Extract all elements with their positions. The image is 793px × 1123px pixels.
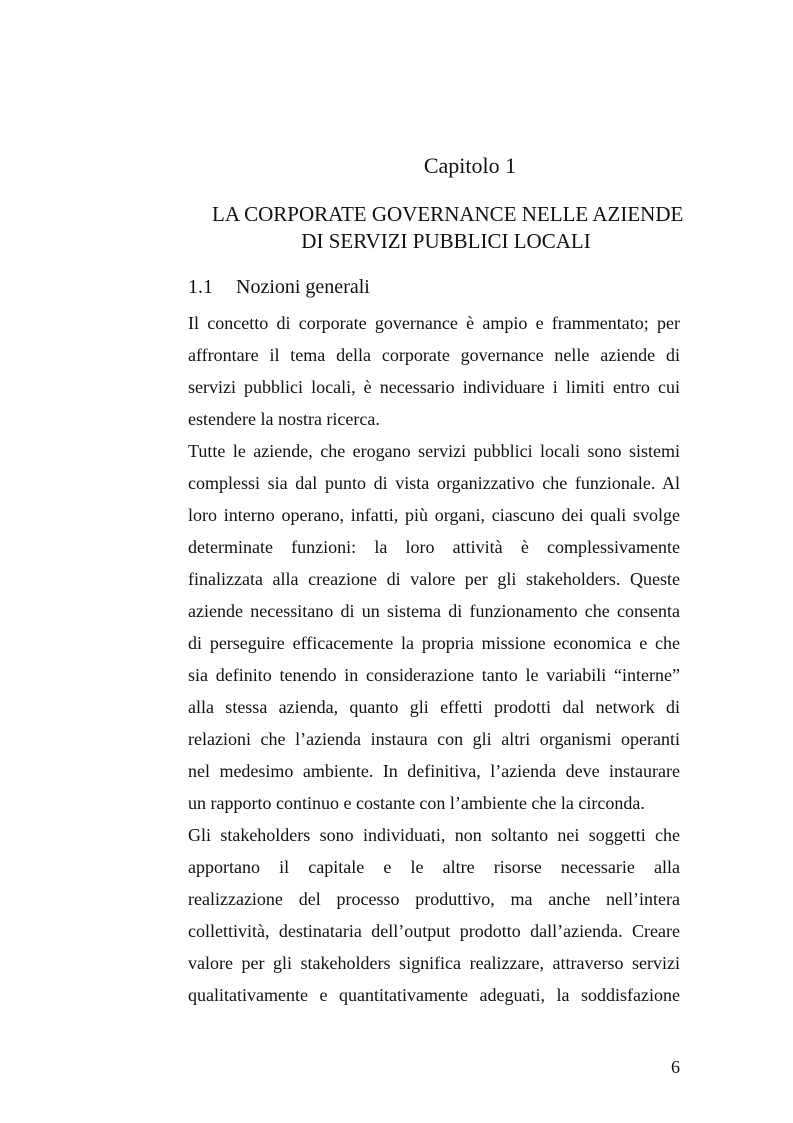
paragraph-line: di perseguire efficacemente la propria missione economica e che [188, 633, 680, 653]
paragraph-line: loro interno operano, infatti, più organi, ciascuno dei quali svolge [188, 505, 680, 525]
section-title: Nozioni generali [236, 276, 370, 298]
paragraph-line: complessi sia dal punto di vista organizzativo che funzionale. Al [188, 473, 680, 493]
paragraph-line: collettività, destinataria dell’output prodotto dall’azienda. Creare [188, 921, 680, 941]
paragraph-line: alla stessa azienda, quanto gli effetti prodotti dal network di [188, 697, 680, 717]
chapter-label: Capitolo 1 [423, 153, 517, 178]
section-number: 1.1 [188, 276, 213, 298]
paragraph-line: determinate funzioni: la loro attività è complessivamente [188, 537, 680, 557]
paragraph-line: apportano il capitale e le altre risorse necessarie alla [188, 857, 680, 877]
paragraph-line: nel medesimo ambiente. In definitiva, l’azienda deve instaurare [188, 761, 680, 781]
section-heading [188, 274, 370, 300]
paragraph-line: servizi pubblici locali, è necessario individuare i limiti entro cui [188, 377, 680, 397]
paragraph-line: affrontare il tema della corporate governance nelle aziende di [188, 345, 680, 365]
paragraph-line: un rapporto continuo e costante con l’ambiente che la circonda. [188, 793, 645, 813]
chapter-title-line: LA CORPORATE GOVERNANCE NELLE AZIENDE [212, 202, 684, 226]
page-number: 6 [671, 1057, 680, 1077]
chapter-title [188, 201, 684, 255]
paragraph-line: sia definito tenendo in considerazione tanto le variabili “interne” [188, 665, 680, 685]
body-text [188, 307, 680, 1011]
paragraph-line: relazioni che l’azienda instaura con gli altri organismi operanti [188, 729, 680, 749]
paragraph-line: realizzazione del processo produttivo, ma anche nell’intera [188, 889, 680, 909]
paragraph-line: estendere la nostra ricerca. [188, 409, 380, 429]
paragraph-line: qualitativamente e quantitativamente adeguati, la soddisfazione [188, 985, 680, 1005]
chapter-title-line: DI SERVIZI PUBBLICI LOCALI [301, 229, 591, 253]
paragraph-line: Gli stakeholders sono individuati, non soltanto nei soggetti che [188, 825, 680, 845]
paragraph-line: valore per gli stakeholders significa realizzare, attraverso servizi [188, 953, 680, 973]
paragraph-line: Il concetto di corporate governance è ampio e frammentato; per [188, 313, 680, 333]
paragraph-line: aziende necessitano di un sistema di funzionamento che consenta [188, 601, 680, 621]
paragraph-line: Tutte le aziende, che erogano servizi pubblici locali sono sistemi [188, 441, 680, 461]
paragraph-line: finalizzata alla creazione di valore per gli stakeholders. Queste [188, 569, 680, 589]
